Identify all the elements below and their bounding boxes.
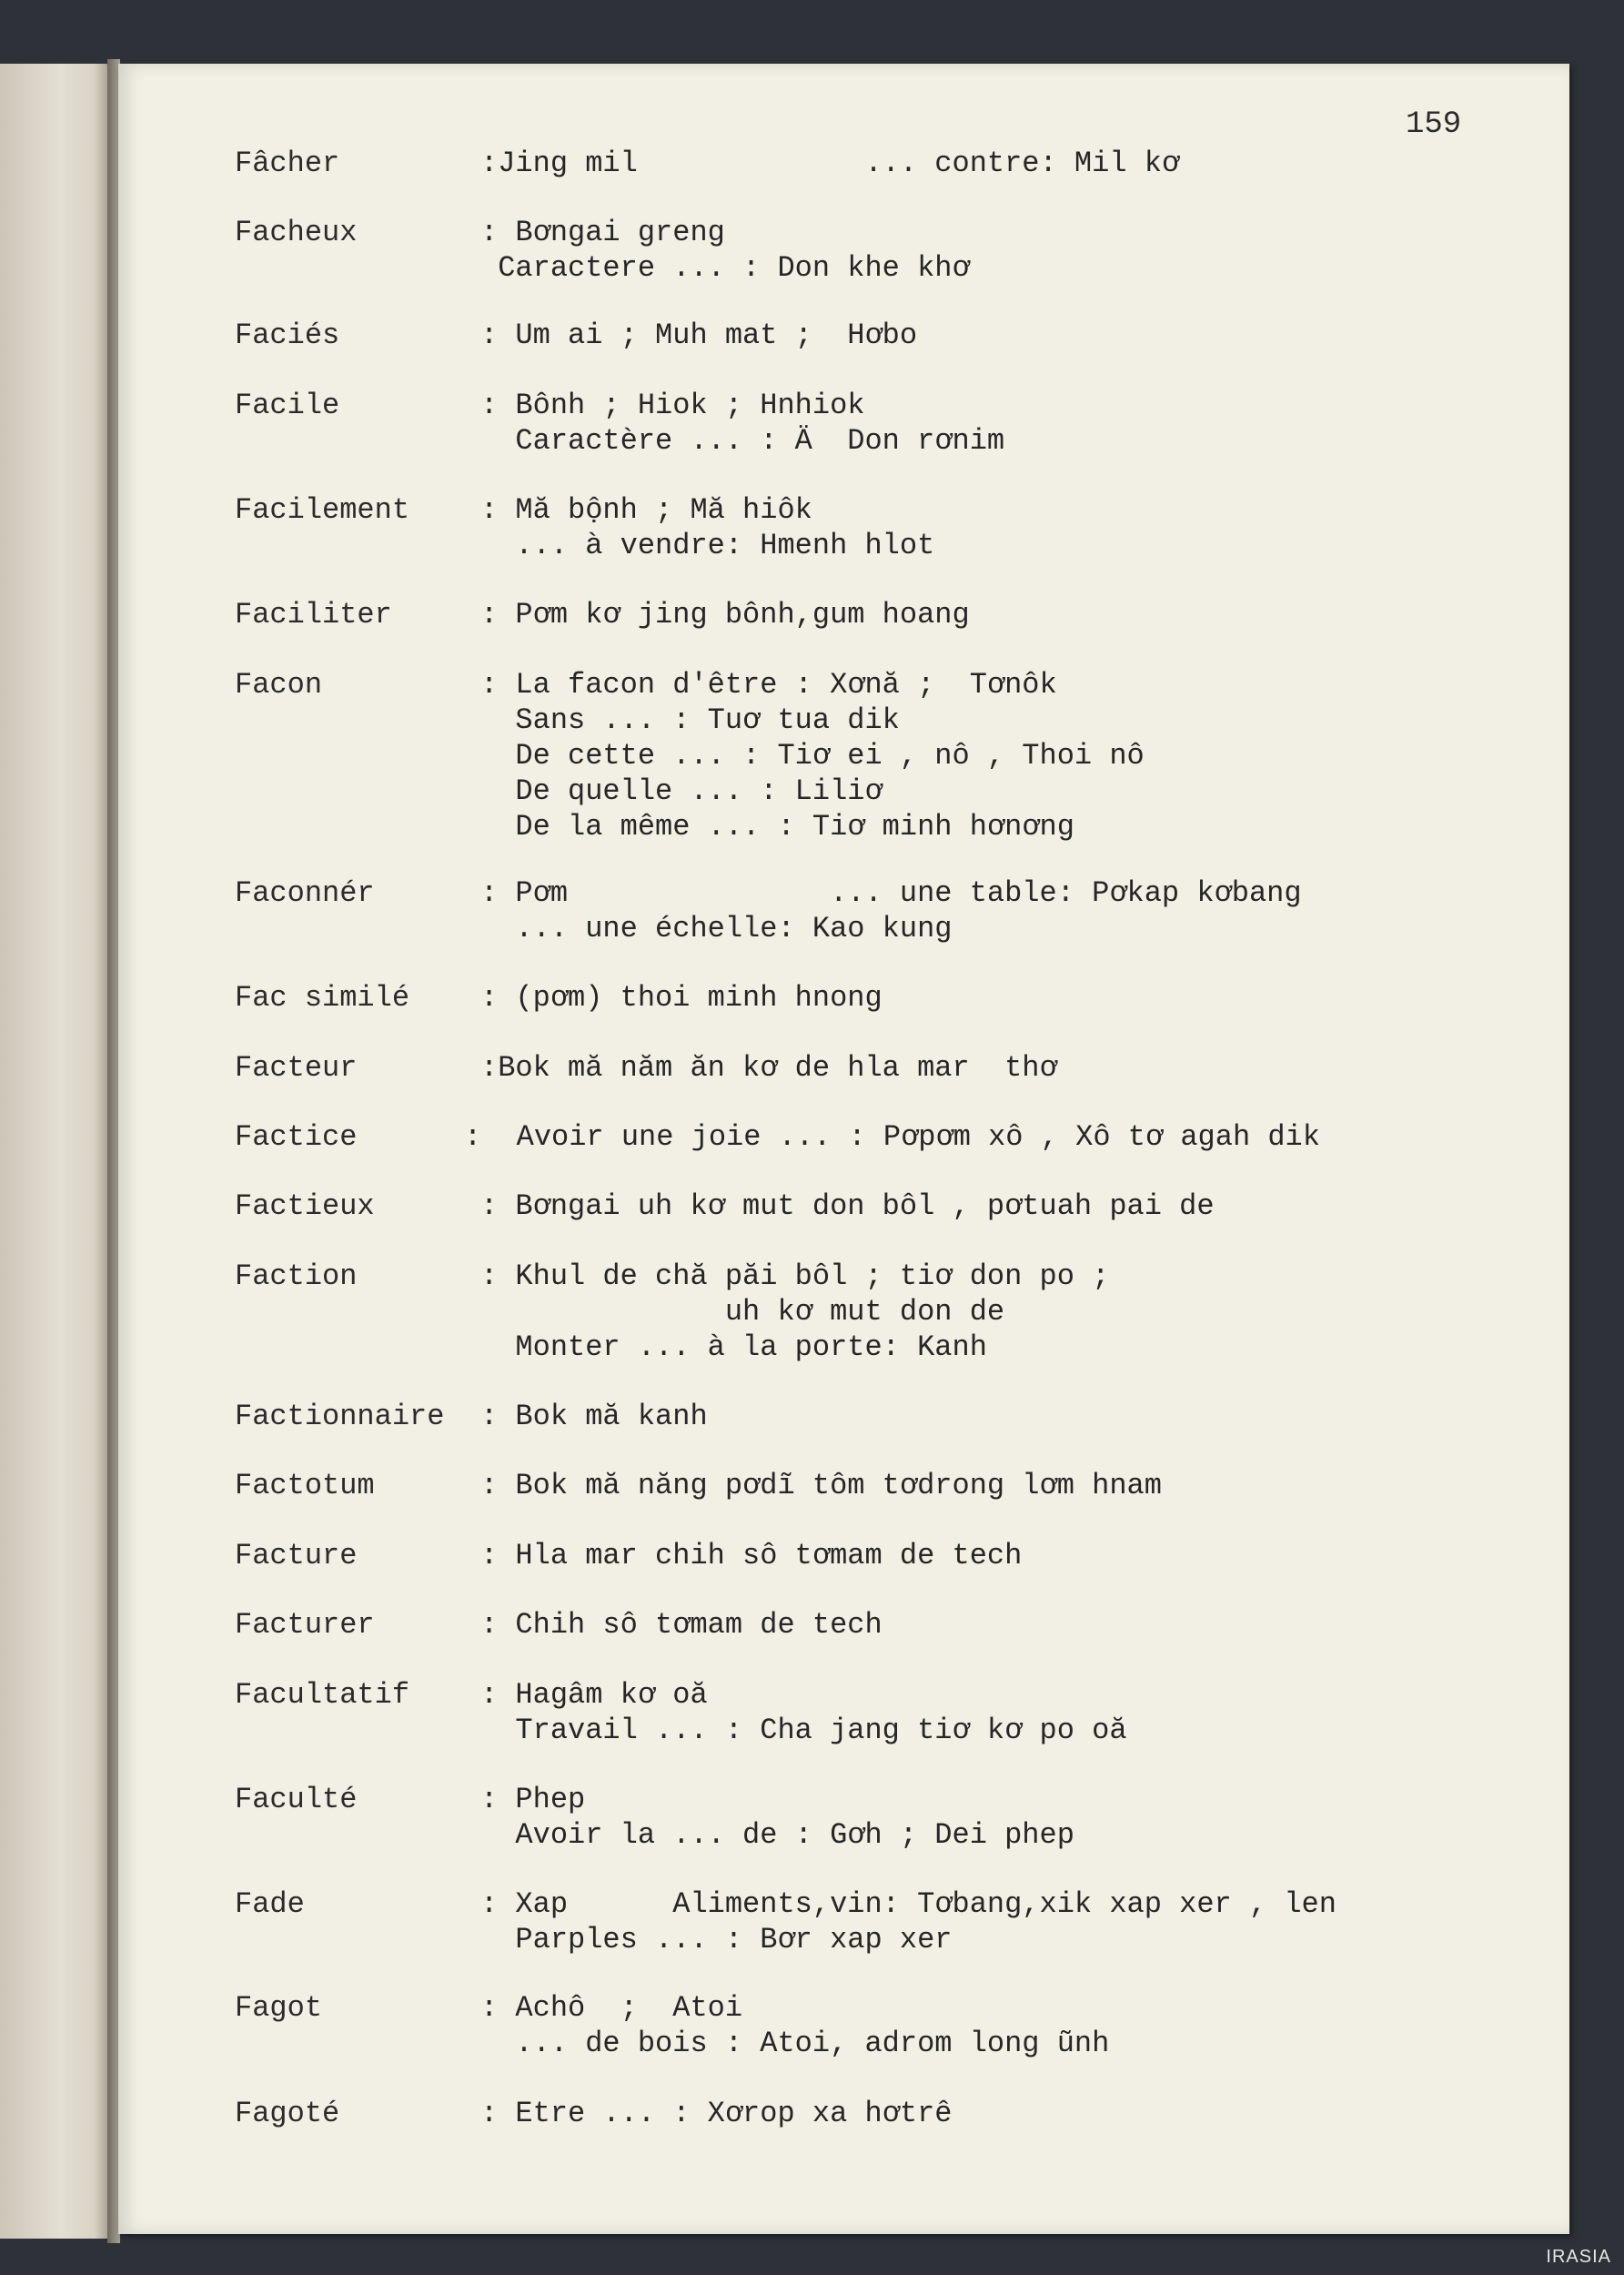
definition-line: De la même ... : Tiơ minh hơnơng	[480, 810, 1074, 844]
entry-term: Factice	[235, 1120, 358, 1154]
definition-line: ... de bois : Atoi, adrom long ũnh	[480, 2027, 1110, 2060]
definition-line: : Pơm ... une table: Pơkap kơbang	[480, 876, 1302, 910]
definition-line: Parples ... : Bơr xap xer	[480, 1923, 953, 1956]
watermark: IRASIA	[1546, 2247, 1611, 2267]
definition-line: Caractere ... : Don khe khơ	[480, 251, 970, 285]
definition-line: : La facon d'être : Xơnă ; Tơnôk	[480, 668, 1057, 702]
entry-term: Faconnér	[235, 876, 375, 910]
entry-term: Facturer	[235, 1608, 375, 1642]
entry-definition	[480, 1188, 1215, 1224]
entry-definition	[480, 2096, 952, 2131]
definition-line: Monter ... à la porte: Kanh	[480, 1330, 987, 1364]
definition-line: : Bônh ; Hiok ; Hnhiok	[480, 389, 865, 422]
entry-term: Facultatif	[235, 1678, 410, 1712]
entry-term: Faciés	[235, 318, 340, 352]
entry-definition	[480, 1990, 1109, 2061]
entry-definition	[480, 1259, 1109, 1365]
entry-definition	[480, 1782, 1074, 1853]
definition-line: : Bơngai greng	[480, 216, 725, 249]
entry-definition	[480, 980, 883, 1016]
definition-line: : Um ai ; Muh mat ; Hơbo	[480, 318, 918, 352]
definition-line: : Chih sô tơmam de tech	[480, 1608, 883, 1642]
entry-definition	[480, 388, 1004, 459]
entry-term: Factionnaire	[235, 1400, 445, 1433]
entry-definition	[480, 1050, 1057, 1086]
entry-term: Faciliter	[235, 598, 392, 632]
entry-definition	[480, 146, 1179, 181]
definition-line: : Etre ... : Xơrop xa hơtrê	[480, 2097, 953, 2130]
definition-line: ... une échelle: Kao kung	[480, 912, 953, 945]
definition-line: Travail ... : Cha jang tiơ kơ po oă	[480, 1714, 1127, 1747]
entry-definition	[464, 1119, 1320, 1155]
definition-line: : Mă bộnh ; Mă hiôk	[480, 493, 812, 527]
entry-term: Faction	[235, 1259, 358, 1293]
definition-line: :Jing mil ... contre: Mil kơ	[480, 147, 1180, 180]
entry-term: Factotum	[235, 1469, 375, 1502]
entry-definition	[480, 597, 970, 632]
definition-line: : (pơm) thoi minh hnong	[480, 981, 883, 1015]
page-number: 159	[1406, 107, 1462, 142]
definition-line: : Bok mă năng pơdĩ tôm tơdrong lơm hnam	[480, 1469, 1162, 1502]
entry-definition	[480, 1677, 1127, 1748]
definition-line: : Khul de chă păi bôl ; tiơ don po ;	[480, 1259, 1110, 1293]
entry-definition	[480, 667, 1145, 844]
entry-definition	[480, 1399, 708, 1434]
entry-definition	[480, 1607, 883, 1643]
definition-line: : Bơngai uh kơ mut don bôl , pơtuah pai de	[480, 1189, 1215, 1223]
definition-line: : Phep	[480, 1783, 586, 1816]
definition-line: Caractère ... : Ä Don rơnim	[480, 424, 1005, 458]
entry-term: Facilement	[235, 493, 410, 527]
definition-line: :Bok mă năm ăn kơ de hla mar thơ	[480, 1051, 1057, 1085]
definition-line: : Pơm kơ jing bônh,gum hoang	[480, 598, 970, 632]
definition-line: : Bok mă kanh	[480, 1400, 708, 1433]
entry-definition	[480, 492, 934, 563]
definition-line: : Avoir une joie ... : Pơpơm xô , Xô tơ agah dik	[464, 1120, 1320, 1154]
definition-line: De cette ... : Tiơ ei , nô , Thoi nô	[480, 739, 1145, 773]
entry-term: Factieux	[235, 1189, 375, 1223]
definition-line: : Achô ; Atoi	[480, 1991, 743, 2025]
entry-term: Facture	[235, 1539, 358, 1572]
entry-definition	[480, 215, 970, 286]
definition-line: Sans ... : Tuơ tua dik	[480, 703, 900, 737]
definition-line: Avoir la ... de : Gơh ; Dei phep	[480, 1818, 1074, 1852]
entry-definition	[480, 1538, 1022, 1573]
entry-term: Fagot	[235, 1991, 323, 2025]
definition-line: uh kơ mut don de	[480, 1295, 1005, 1329]
entry-term: Fâcher	[235, 147, 340, 180]
entry-term: Facile	[235, 389, 340, 422]
definition-line: De quelle ... : Liliơ	[480, 774, 883, 808]
entry-term: Facon	[235, 668, 323, 702]
entry-term: Facteur	[235, 1051, 358, 1085]
entry-definition	[480, 1468, 1162, 1503]
definition-line: : Hla mar chih sô tơmam de tech	[480, 1539, 1023, 1572]
entry-definition	[480, 1886, 1337, 1957]
entry-term: Facheux	[235, 216, 358, 249]
entry-term: Fade	[235, 1887, 305, 1921]
entry-term: Fagoté	[235, 2097, 340, 2130]
entry-definition	[480, 875, 1302, 946]
entry-definition	[480, 318, 917, 353]
definition-line: : Xap Aliments,vin: Tơbang,xik xap xer , len	[480, 1887, 1337, 1921]
entry-term: Fac similé	[235, 981, 410, 1015]
definition-line: : Hagâm kơ oă	[480, 1678, 708, 1712]
definition-line: ... à vendre: Hmenh hlot	[480, 529, 935, 562]
entry-term: Faculté	[235, 1783, 358, 1816]
